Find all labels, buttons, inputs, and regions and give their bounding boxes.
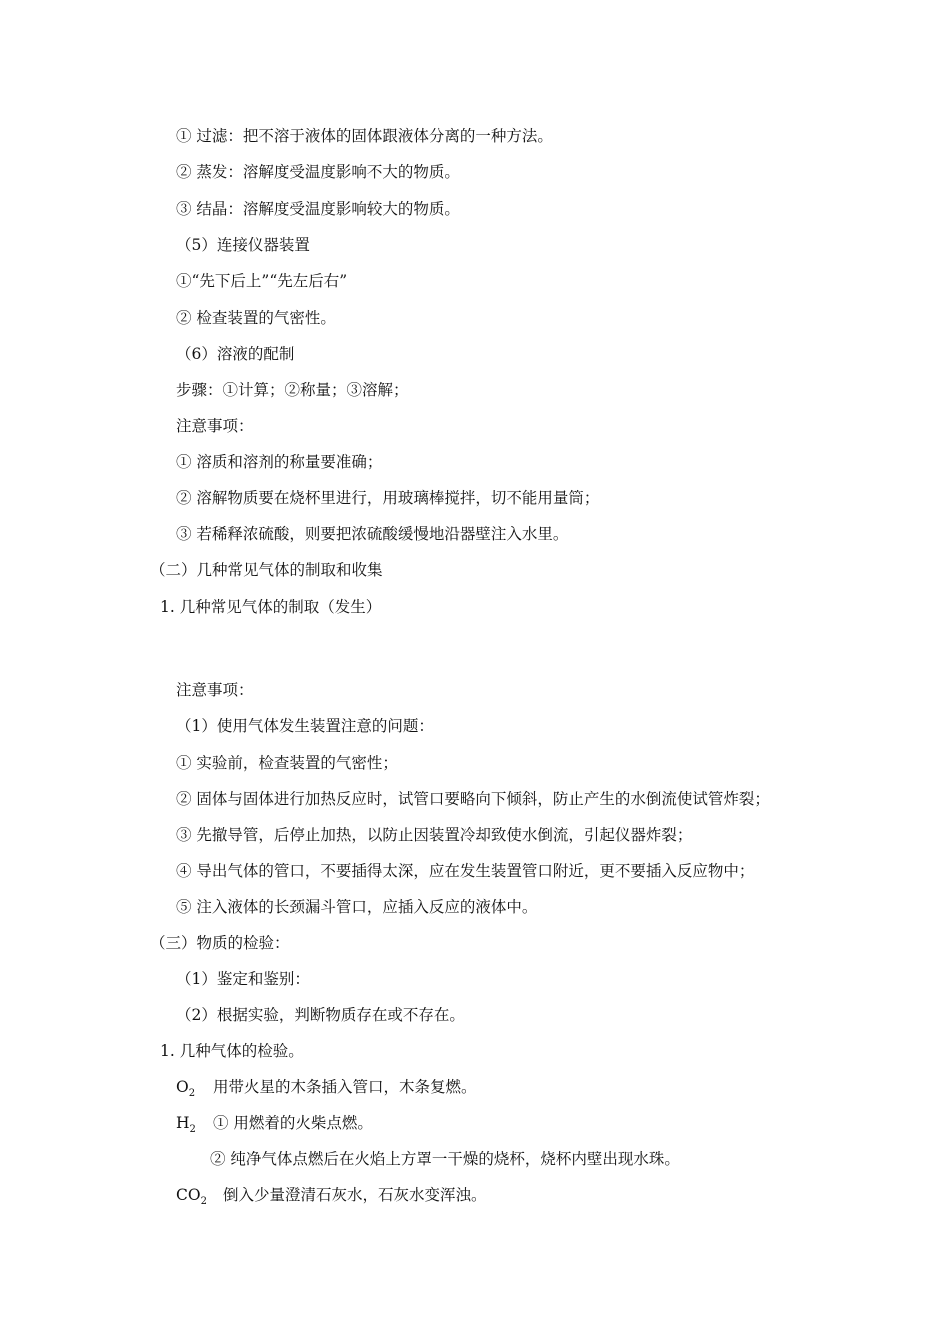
note-line: ② 溶解物质要在烧杯里进行，用玻璃棒搅拌，切不能用量筒； <box>176 489 600 507</box>
o2-test-line <box>176 1077 477 1100</box>
co2-test-line <box>176 1185 487 1208</box>
h2-test-text: ① 用燃着的火柴点燃。 <box>212 1114 373 1132</box>
notes-heading: 注意事项： <box>176 417 254 435</box>
co2-formula <box>176 1185 218 1208</box>
list-item: （2）根据实验，判断物质存在或不存在。 <box>176 1006 465 1024</box>
section-heading-2: （二）几种常见气体的制取和收集 <box>150 561 383 579</box>
filtration-line: ① 过滤：把不溶于液体的固体跟液体分离的一种方法。 <box>176 127 553 145</box>
evaporation-line: ② 蒸发：溶解度受温度影响不大的物质。 <box>176 163 460 181</box>
subsection-heading: （1）使用气体发生装置注意的问题： <box>176 717 434 735</box>
list-item: （1）鉴定和鉴别： <box>176 970 310 988</box>
airtightness-line: ② 检查装置的气密性。 <box>176 309 336 327</box>
note-line: ② 固体与固体进行加热反应时，试管口要略向下倾斜，防止产生的水倒流使试管炸裂； <box>176 790 770 808</box>
note-line: ① 实验前，检查装置的气密性； <box>176 754 398 772</box>
notes-heading: 注意事项： <box>176 681 254 699</box>
note-line: ⑤ 注入液体的长颈漏斗管口，应插入反应的液体中。 <box>176 898 538 916</box>
o2-subscript: 2 <box>188 1088 196 1100</box>
section-heading-5: （5）连接仪器装置 <box>176 236 310 254</box>
note-line: ④ 导出气体的管口，不要插得太深，应在发生装置管口附近，更不要插入反应物中； <box>176 862 755 880</box>
subsection-heading: 1. 几种气体的检验。 <box>160 1042 304 1060</box>
h2-test-line <box>176 1113 373 1136</box>
crystallization-line: ③ 结晶：溶解度受温度影响较大的物质。 <box>176 200 460 218</box>
note-line: ① 溶质和溶剂的称量要准确； <box>176 453 383 471</box>
subsection-heading: 1. 几种常见气体的制取（发生） <box>160 598 382 616</box>
co2-subscript: 2 <box>200 1196 207 1208</box>
h2-subscript: 2 <box>189 1124 196 1136</box>
note-line: ③ 若稀释浓硫酸，则要把浓硫酸缓慢地沿器壁注入水里。 <box>176 525 569 543</box>
steps-line: 步骤：①计算；②称量；③溶解； <box>176 381 409 399</box>
section-heading-6: （6）溶液的配制 <box>176 345 295 363</box>
section-heading-3: （三）物质的检验： <box>150 934 290 952</box>
co2-symbol: CO <box>176 1186 201 1204</box>
h2-symbol: H <box>176 1114 190 1132</box>
note-line: ③ 先撤导管，后停止加热，以防止因装置冷却致使水倒流，引起仪器炸裂； <box>176 826 693 844</box>
co2-test-text: 倒入少量澄清石灰水，石灰水变浑浊。 <box>222 1186 487 1204</box>
connection-rule-line: ①“先下后上”“先左后右” <box>176 272 348 290</box>
o2-symbol: O <box>176 1078 189 1096</box>
o2-formula <box>176 1077 208 1100</box>
h2-test-line-2: ② 纯净气体点燃后在火焰上方罩一干燥的烧杯，烧杯内壁出现水珠。 <box>210 1150 680 1168</box>
o2-test-text: 用带火星的木条插入管口，木条复燃。 <box>212 1078 477 1096</box>
h2-formula <box>176 1113 208 1136</box>
